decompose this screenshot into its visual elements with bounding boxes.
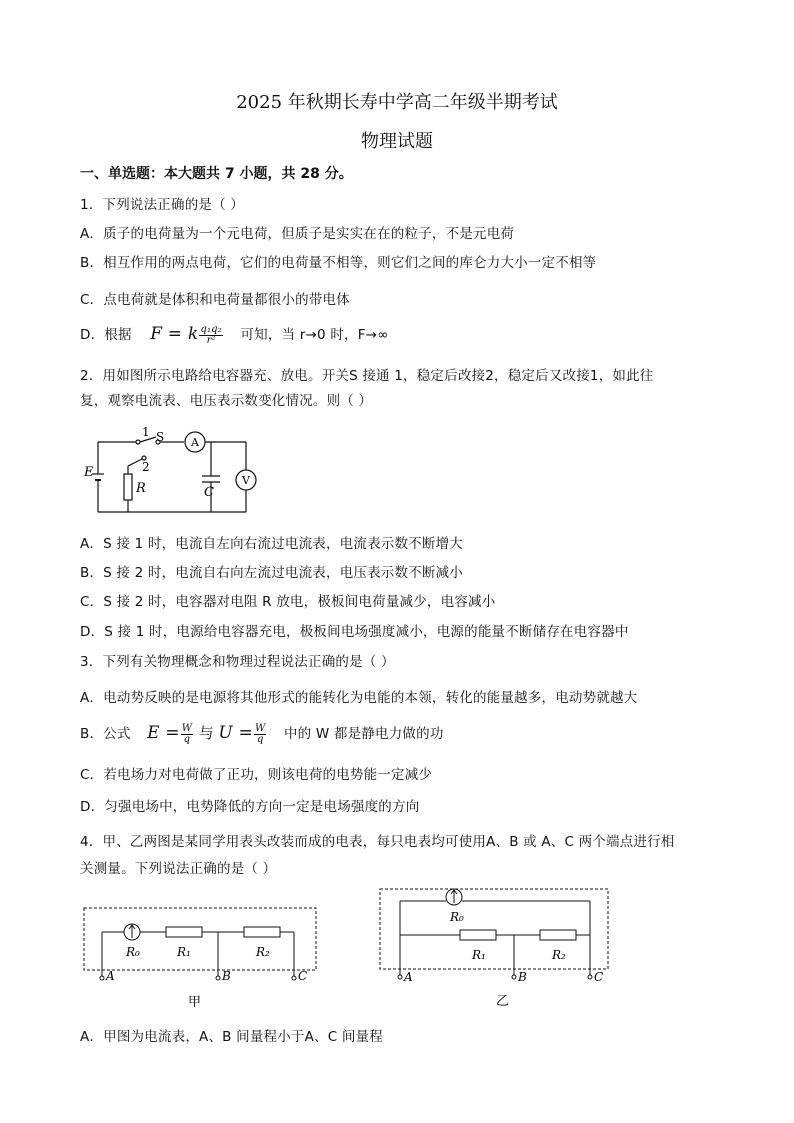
jia-terminal-a: A <box>106 969 115 983</box>
q2-capacitor-label: C <box>204 485 214 500</box>
q3-stem: 3．下列有关物理概念和物理过程说法正确的是（ ） <box>80 654 395 670</box>
q2-switch-pos1-label: 1 <box>142 425 150 439</box>
q2-switch-label: S <box>156 430 165 444</box>
q1-d-prefix: D．根据 <box>80 327 132 343</box>
q2-stem-line1: 2．用如图所示电路给电容器充、放电。开关S 接通 1，稳定后改接2，稳定后又改接1，如此往 <box>80 368 654 384</box>
q1-d-formula-lhs: F = k <box>150 324 199 344</box>
q3-b-suffix: 中的 W 都是静电力做的功 <box>283 726 444 742</box>
q2-switch-pos2-label: 2 <box>142 460 150 474</box>
q2-resistor-label: R <box>136 481 146 496</box>
q2-circuit-diagram <box>80 424 270 520</box>
q2-voltmeter-icon: V <box>242 474 250 487</box>
exam-title: 2025 年秋期长寿中学高二年级半期考试 <box>236 92 558 113</box>
yi-terminal-b: B <box>518 970 527 984</box>
q4-figure-yi <box>376 883 616 1009</box>
q1-option-a: A．质子的电荷量为一个元电荷，但质子是实实在在的粒子，不是元电荷 <box>80 226 515 242</box>
q1-d-formula-num: q₁q₂ <box>200 323 222 335</box>
q2-option-a: A．S 接 1 时，电流自左向右流过电流表，电流表示数不断增大 <box>80 536 463 552</box>
yi-r1-label: R₁ <box>472 948 486 962</box>
yi-r0-label: R₀ <box>450 910 464 924</box>
jia-r2-label: R₂ <box>256 945 270 959</box>
q4-option-a: A．甲图为电流表，A、B 间量程小于A、C 间量程 <box>80 1029 383 1045</box>
jia-caption: 甲 <box>188 995 202 1010</box>
q3-b-prefix: B．公式 <box>80 726 131 742</box>
q3-b-f2-frac <box>254 724 266 745</box>
exam-subtitle: 物理试题 <box>361 131 433 152</box>
q3-option-d: D．匀强电场中，电势降低的方向一定是电场强度的方向 <box>80 799 420 815</box>
q2-source-label: E <box>84 465 94 480</box>
q3-option-a: A．电动势反映的是电源将其他形式的能转化为电能的本领，转化的能量越多，电动势就越大 <box>80 690 638 706</box>
q2-option-c: C．S 接 2 时，电容器对电阻 R 放电，极板间电荷量减少，电容减小 <box>80 594 496 610</box>
q3-b-f2-num: W <box>255 722 266 734</box>
q2-stem-line2: 复，观察电流表、电压表示数变化情况。则（ ） <box>80 393 373 409</box>
q1-option-b: B．相互作用的两点电荷，它们的电荷量不相等，则它们之间的库仑力大小一定不相等 <box>80 255 597 271</box>
q1-stem: 1．下列说法正确的是（ ） <box>80 197 244 213</box>
q4-stem-line2: 关测量。下列说法正确的是（ ） <box>80 861 277 877</box>
q2-option-d: D．S 接 1 时，电源给电容器充电，极板间电场强度减小，电源的能量不断储存在电容器中 <box>80 624 629 640</box>
q2-ammeter-icon: A <box>191 436 199 449</box>
q3-option-b <box>80 722 444 745</box>
q1-option-c: C．点电荷就是体积和电荷量都很小的带电体 <box>80 292 350 308</box>
q1-d-formula-frac <box>199 325 223 346</box>
q4-stem-line1: 4．甲、乙两图是某同学用表头改装而成的电表，每只电表均可使用A、B 或 A、C 两个端点进行相 <box>80 834 675 850</box>
q3-b-f1-lhs: E = <box>147 723 180 743</box>
q1-d-formula-den: r² <box>206 334 216 346</box>
q3-option-c: C．若电场力对电荷做了正功，则该电荷的电势能一定减少 <box>80 767 433 783</box>
q3-b-f1-frac <box>181 724 193 745</box>
jia-r1-label: R₁ <box>177 945 191 959</box>
yi-caption: 乙 <box>496 994 510 1009</box>
section-heading: 一、单选题：本大题共 7 小题，共 28 分。 <box>80 166 353 182</box>
yi-terminal-a: A <box>404 970 413 984</box>
yi-r2-label: R₂ <box>552 948 566 962</box>
yi-terminal-c: C <box>594 970 604 984</box>
q1-d-suffix: 可知，当 r→0 时，F→∞ <box>240 327 389 343</box>
q3-b-f2-den: q <box>256 733 264 745</box>
jia-terminal-b: B <box>222 969 231 983</box>
jia-terminal-c: C <box>298 969 308 983</box>
jia-r0-label: R₀ <box>126 945 140 959</box>
q4-figure-jia <box>80 898 325 1010</box>
q1-option-d <box>80 323 389 346</box>
q3-b-f1-num: W <box>181 722 193 734</box>
q3-b-conj: 与 <box>198 724 214 742</box>
q3-b-f2-lhs: U = <box>218 723 253 743</box>
q3-b-f1-den: q <box>183 733 191 745</box>
q2-option-b: B．S 接 2 时，电流自右向左流过电流表，电压表示数不断减小 <box>80 565 463 581</box>
